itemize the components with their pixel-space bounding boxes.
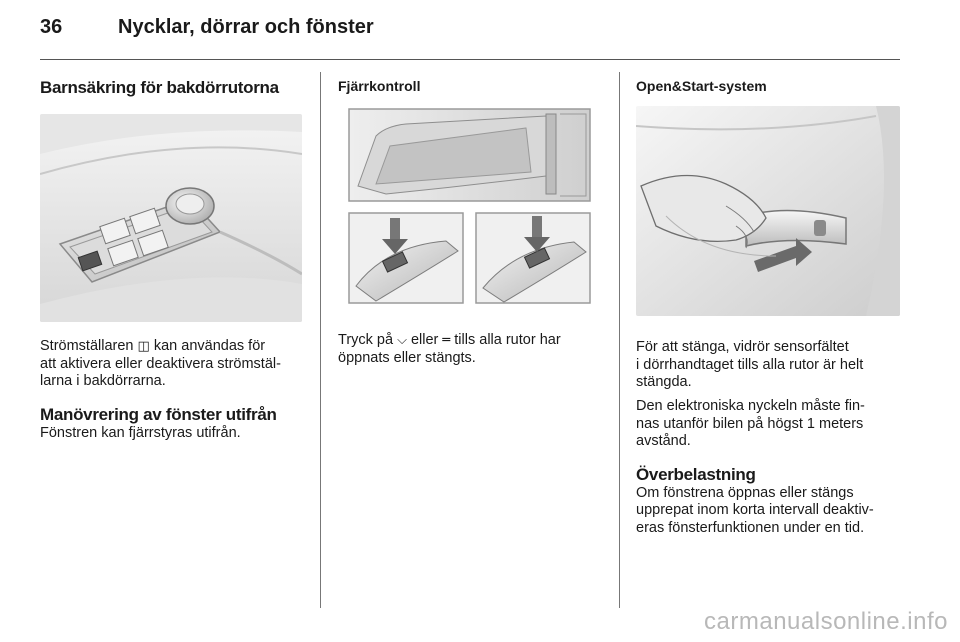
lock-button-icon: ═ <box>442 333 451 348</box>
side-heading-exterior-operation: Manövrering av fönster utifrån <box>40 405 277 425</box>
exterior-operation-text: Fönstren kan fjärrstyras utifrån. <box>40 424 241 441</box>
open-start-para1-line1: För att stänga, vidrör sensorfältet <box>636 339 849 355</box>
remote-text-part3: tills alla rutor har <box>454 332 561 348</box>
header-rule <box>40 59 900 60</box>
open-start-para2-line2: nas utanför bilen på högst 1 meters <box>636 415 864 432</box>
watermark: carmanualsonline.info <box>704 608 948 635</box>
section-heading-child-lock: Barnsäkring för bakdörrutorna <box>40 78 279 97</box>
overload-line1: Om fönstrena öppnas eller stängs <box>636 484 854 501</box>
open-start-para2-line3: avstånd. <box>636 433 691 450</box>
running-head: Nycklar, dörrar och fönster <box>118 16 374 38</box>
door-switch-panel-illustration <box>40 114 302 322</box>
section-heading-remote-control: Fjärrkontroll <box>338 78 421 94</box>
overload-line2: upprepat inom korta intervall deaktiv- <box>636 502 874 519</box>
column-remote-control <box>338 74 604 367</box>
column-child-lock <box>40 74 306 442</box>
open-start-para1-line3: stängda. <box>636 374 692 391</box>
remote-key-illustration <box>346 106 594 306</box>
column-open-start <box>636 74 906 538</box>
child-lock-text-line3: larna i bakdörrarna. <box>40 373 166 390</box>
remote-text-part1: Tryck på <box>338 332 394 348</box>
unlock-button-icon: ⌵ <box>397 333 407 348</box>
child-lock-text-line2: att aktivera eller deaktivera strömstäl- <box>40 355 281 372</box>
section-heading-open-start: Open&Start-system <box>636 78 767 94</box>
child-lock-text-part1: Strömställaren <box>40 338 134 354</box>
remote-text-part2: eller <box>410 332 439 348</box>
open-start-para2-line1: Den elektroniska nyckeln måste fin- <box>636 398 865 415</box>
side-heading-overload: Överbelastning <box>636 465 756 485</box>
child-lock-window-icon: ◫ <box>137 339 150 354</box>
open-start-para1-line2: i dörrhandtaget tills alla rutor är helt <box>636 356 864 373</box>
column-divider-left <box>320 72 321 608</box>
remote-text-line2: öppnats eller stängts. <box>338 349 476 366</box>
door-handle-sensor-illustration <box>636 106 900 316</box>
column-divider-right <box>619 72 620 608</box>
page-number: 36 <box>40 16 63 38</box>
overload-line3: eras fönsterfunktionen under en tid. <box>636 520 865 537</box>
child-lock-text-part2: kan användas för <box>153 338 266 354</box>
